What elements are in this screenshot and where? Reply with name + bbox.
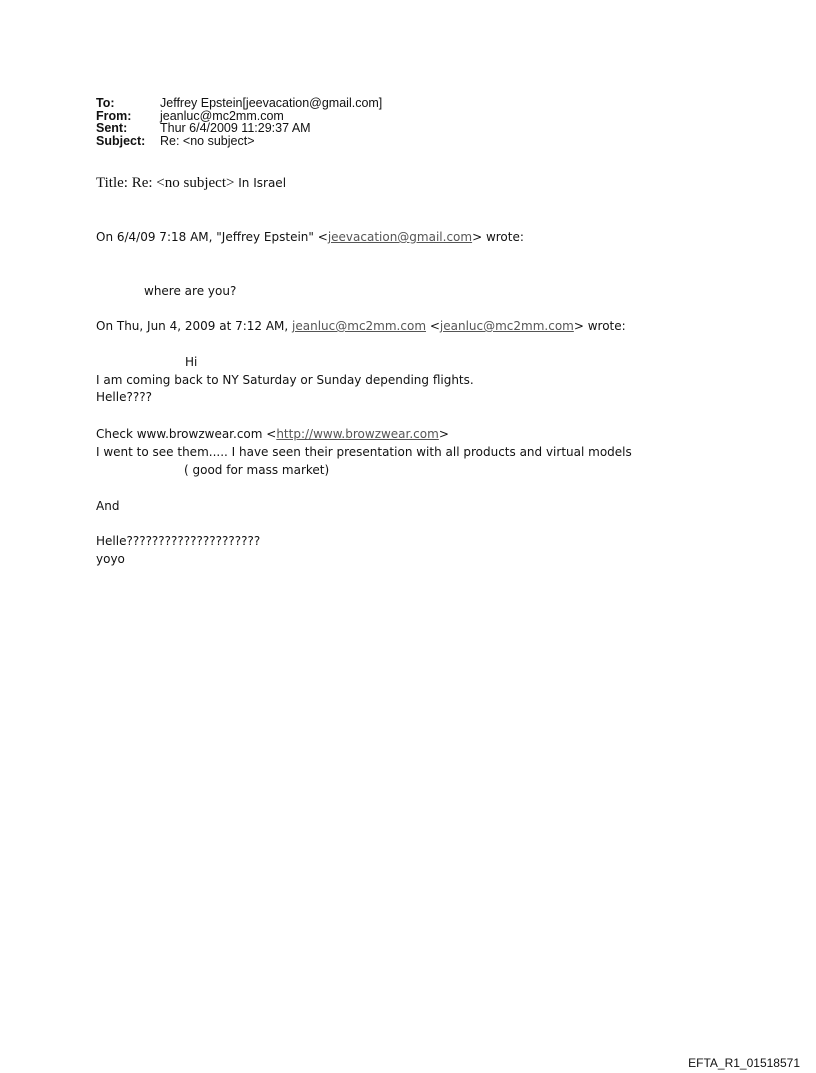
title-line (96, 174, 286, 192)
check-pre: Check www.browzwear.com < (96, 427, 277, 441)
to-row (96, 97, 382, 110)
title-text: Title: Re: <no subject> (96, 175, 235, 191)
coming-back-text: I am coming back to NY Saturday or Sunday depending flights. (96, 373, 474, 387)
quote1-pre: On 6/4/09 7:18 AM, "Jeffrey Epstein" < (96, 230, 328, 244)
check-browzwear-line (96, 427, 449, 442)
jeanluc-email-link-2[interactable]: jeanluc@mc2mm.com (439, 319, 574, 333)
title-suffix: In Israel (234, 176, 287, 190)
check-post: > (438, 427, 449, 441)
yoyo-text: yoyo (96, 552, 125, 566)
sent-value: Thur 6/4/2009 11:29:37 AM (160, 121, 311, 135)
quote-header-1 (96, 230, 524, 245)
helle-long-text: Helle????????????????????? (96, 534, 261, 548)
jeanluc-email-link-1[interactable]: jeanluc@mc2mm.com (292, 319, 427, 333)
to-value: Jeffrey Epstein[jeevacation@gmail.com] (160, 96, 383, 110)
subject-label: Subject: (96, 133, 146, 148)
and-text: And (96, 499, 120, 513)
browzwear-link[interactable]: http://www.browzwear.com (276, 427, 439, 441)
subject-row (96, 135, 382, 148)
to-label: To: (96, 96, 115, 110)
quote2-post: > wrote: (573, 319, 626, 333)
sent-label: Sent: (96, 121, 128, 135)
where-are-you-text: where are you? (144, 284, 237, 298)
went-to-see-text: I went to see them..... I have seen their presentation with all products and virtual models (96, 445, 632, 459)
from-label: From: (96, 108, 132, 123)
helle-short-text: Helle???? (96, 390, 152, 404)
email-header (96, 97, 382, 147)
from-value: jeanluc@mc2mm.com (160, 108, 284, 123)
mass-market-text: ( good for mass market) (184, 463, 330, 477)
sent-row (96, 122, 382, 135)
quote-header-2 (96, 319, 626, 334)
quote2-pre: On Thu, Jun 4, 2009 at 7:12 AM, (96, 319, 293, 333)
jeevacation-email-link[interactable]: jeevacation@gmail.com (327, 230, 473, 244)
hi-text: Hi (185, 355, 198, 369)
document-id: EFTA_R1_01518571 (688, 1056, 800, 1070)
quote2-mid: < (426, 319, 440, 333)
subject-value: Re: <no subject> (160, 133, 255, 148)
quote1-post: > wrote: (472, 230, 524, 244)
